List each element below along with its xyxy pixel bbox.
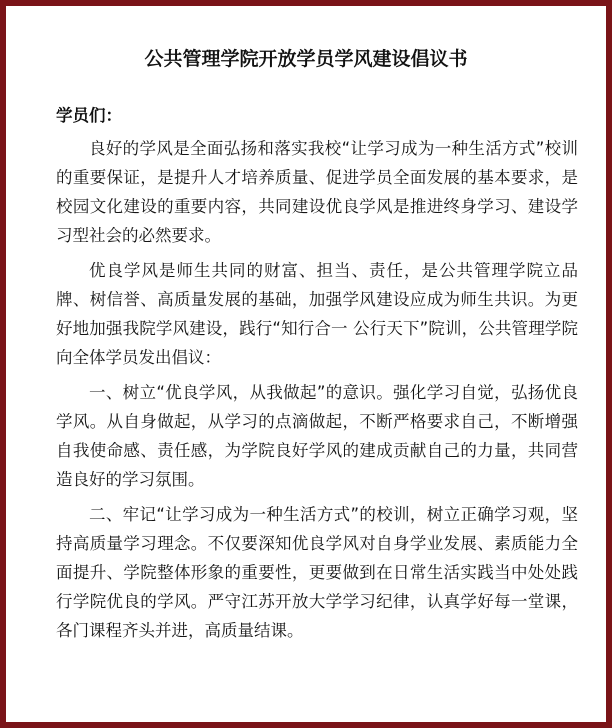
paragraph-4: 二、牢记“让学习成为一种生活方式”的校训，树立正确学习观，坚持高质量学习理念。不仅要深知优良学风对自身学业发展、素质能力全面提升、学院整体形象的重要性，更要做到在日常生活实践当中处处践行学院优良的学风。严守江苏开放大学学习纪律，认真学好每一堂课，各门课程齐头并进，高质量结课。 (56, 505, 578, 640)
document-body (56, 134, 578, 651)
document-title: 公共管理学院开放学员学风建设倡议书 (144, 48, 468, 70)
paragraph-3: 一、树立“优良学风，从我做起”的意识。强化学习自觉，弘扬优良学风。从自身做起，从学习的点滴做起，不断严格要求自己，不断增强自我使命感、责任感，为学院良好学风的建成贡献自己的力量，共同营造良好的学习氛围。 (56, 383, 578, 489)
paragraph-2: 优良学风是师生共同的财富、担当、责任，是公共管理学院立品牌、树信誉、高质量发展的基础，加强学风建设应成为师生共识。为更好地加强我院学风建设，践行“知行合一 公行天下”院训，公共管理学院向全体学员发出倡议： (56, 261, 578, 367)
salutation: 学员们： (56, 106, 122, 125)
paragraph-1: 良好的学风是全面弘扬和落实我校“让学习成为一种生活方式”校训的重要保证，是提升人才培养质量、促进学员全面发展的基本要求，是校园文化建设的重要内容，共同建设优良学风是推进终身学习、建设学习型社会的必然要求。 (56, 139, 578, 245)
